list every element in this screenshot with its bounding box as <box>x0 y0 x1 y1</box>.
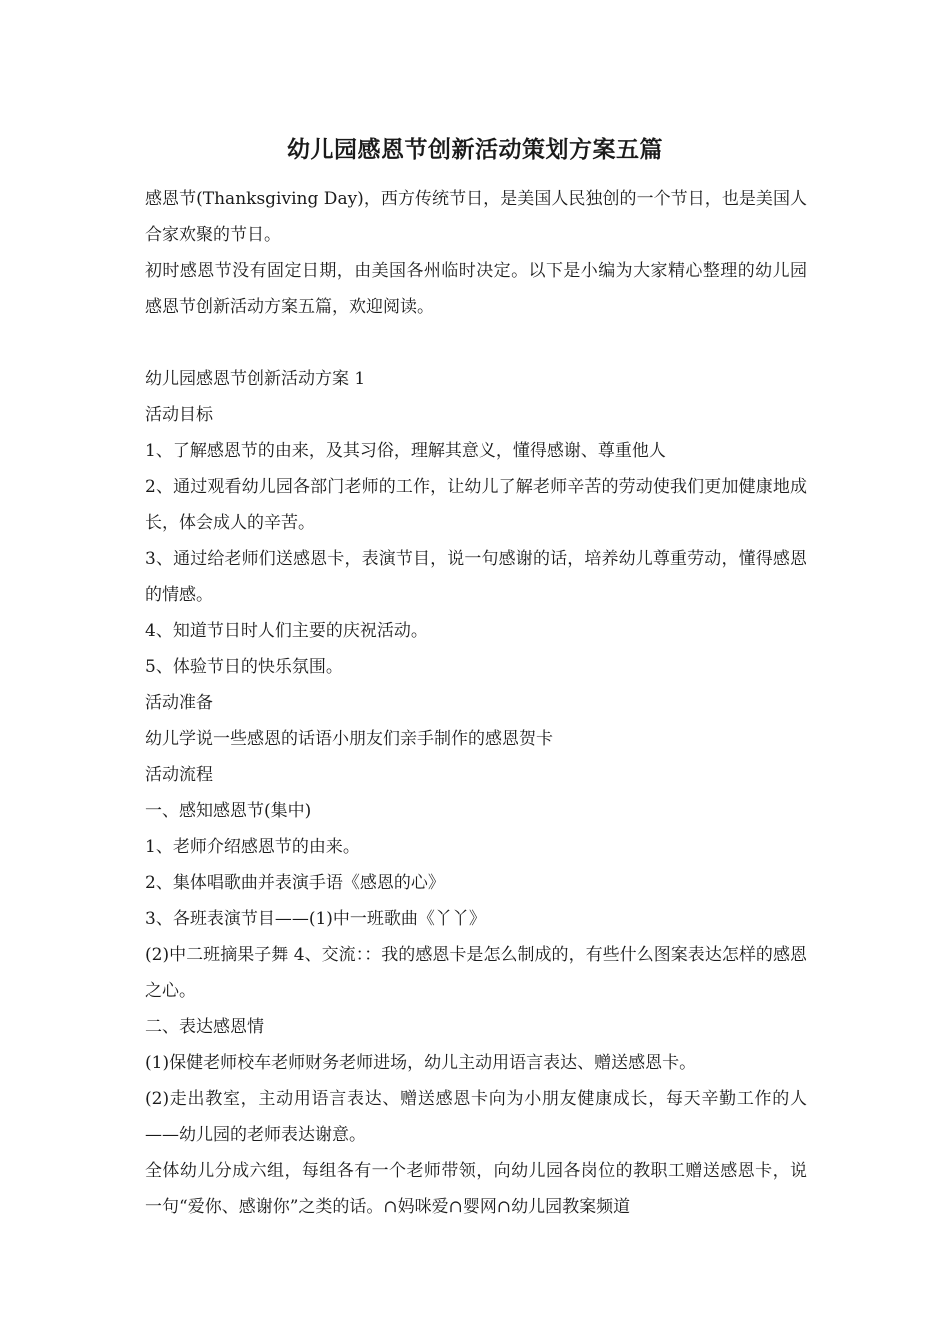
part1-item: (2)中二班摘果子舞 4、交流：：我的感恩卡是怎么制成的，有些什么图案表达怎样的感恩之心。 <box>145 945 807 1001</box>
prep-text: 幼儿学说一些感恩的话语小朋友们亲手制作的感恩贺卡 <box>145 729 553 749</box>
goal-item: 5、体验节日的快乐氛围。 <box>145 657 343 677</box>
goals-heading: 活动目标 <box>145 405 213 425</box>
intro-paragraph: 初时感恩节没有固定日期，由美国各州临时决定。以下是小编为大家精心整理的幼儿园感恩节创新活动方案五篇，欢迎阅读。 <box>145 261 807 317</box>
goal-item: 4、知道节日时人们主要的庆祝活动。 <box>145 621 428 641</box>
part1-item: 1、老师介绍感恩节的由来。 <box>145 837 360 857</box>
paragraph-spacer <box>145 325 807 361</box>
part2-item: (1)保健老师校车老师财务老师进场，幼儿主动用语言表达、赠送感恩卡。 <box>145 1053 697 1073</box>
goal-item: 3、通过给老师们送感恩卡，表演节目，说一句感谢的话，培养幼儿尊重劳动，懂得感恩的情感。 <box>145 549 807 605</box>
part1-item: 2、集体唱歌曲并表演手语《感恩的心》 <box>145 873 445 893</box>
part2-heading: 二、表达感恩情 <box>145 1017 264 1037</box>
goal-item: 2、通过观看幼儿园各部门老师的工作，让幼儿了解老师辛苦的劳动使我们更加健康地成长，体会成人的辛苦。 <box>145 477 807 533</box>
section-title: 幼儿园感恩节创新活动方案 1 <box>145 369 366 389</box>
part1-heading: 一、感知感恩节(集中) <box>145 801 312 821</box>
prep-heading: 活动准备 <box>145 693 213 713</box>
process-heading: 活动流程 <box>145 765 213 785</box>
part2-item: (2)走出教室，主动用语言表达、赠送感恩卡向为小朋友健康成长，每天辛勤工作的人——幼儿园的老师表达谢意。 <box>145 1089 807 1145</box>
intro-paragraph: 感恩节(Thanksgiving Day)，西方传统节日，是美国人民独创的一个节日，也是美国人合家欢聚的节日。 <box>145 189 807 245</box>
goal-item: 1、了解感恩节的由来，及其习俗，理解其意义，懂得感谢、尊重他人 <box>145 441 666 461</box>
part2-item: 全体幼儿分成六组，每组各有一个老师带领，向幼儿园各岗位的教职工赠送感恩卡，说一句“爱你、感谢你”之类的话。∩妈咪爱∩婴网∩幼儿园教案频道 <box>145 1161 807 1217</box>
part1-item: 3、各班表演节目——(1)中一班歌曲《丫丫》 <box>145 909 486 929</box>
document-body <box>145 181 807 1225</box>
document-title: 幼儿园感恩节创新活动策划方案五篇 <box>287 136 663 163</box>
